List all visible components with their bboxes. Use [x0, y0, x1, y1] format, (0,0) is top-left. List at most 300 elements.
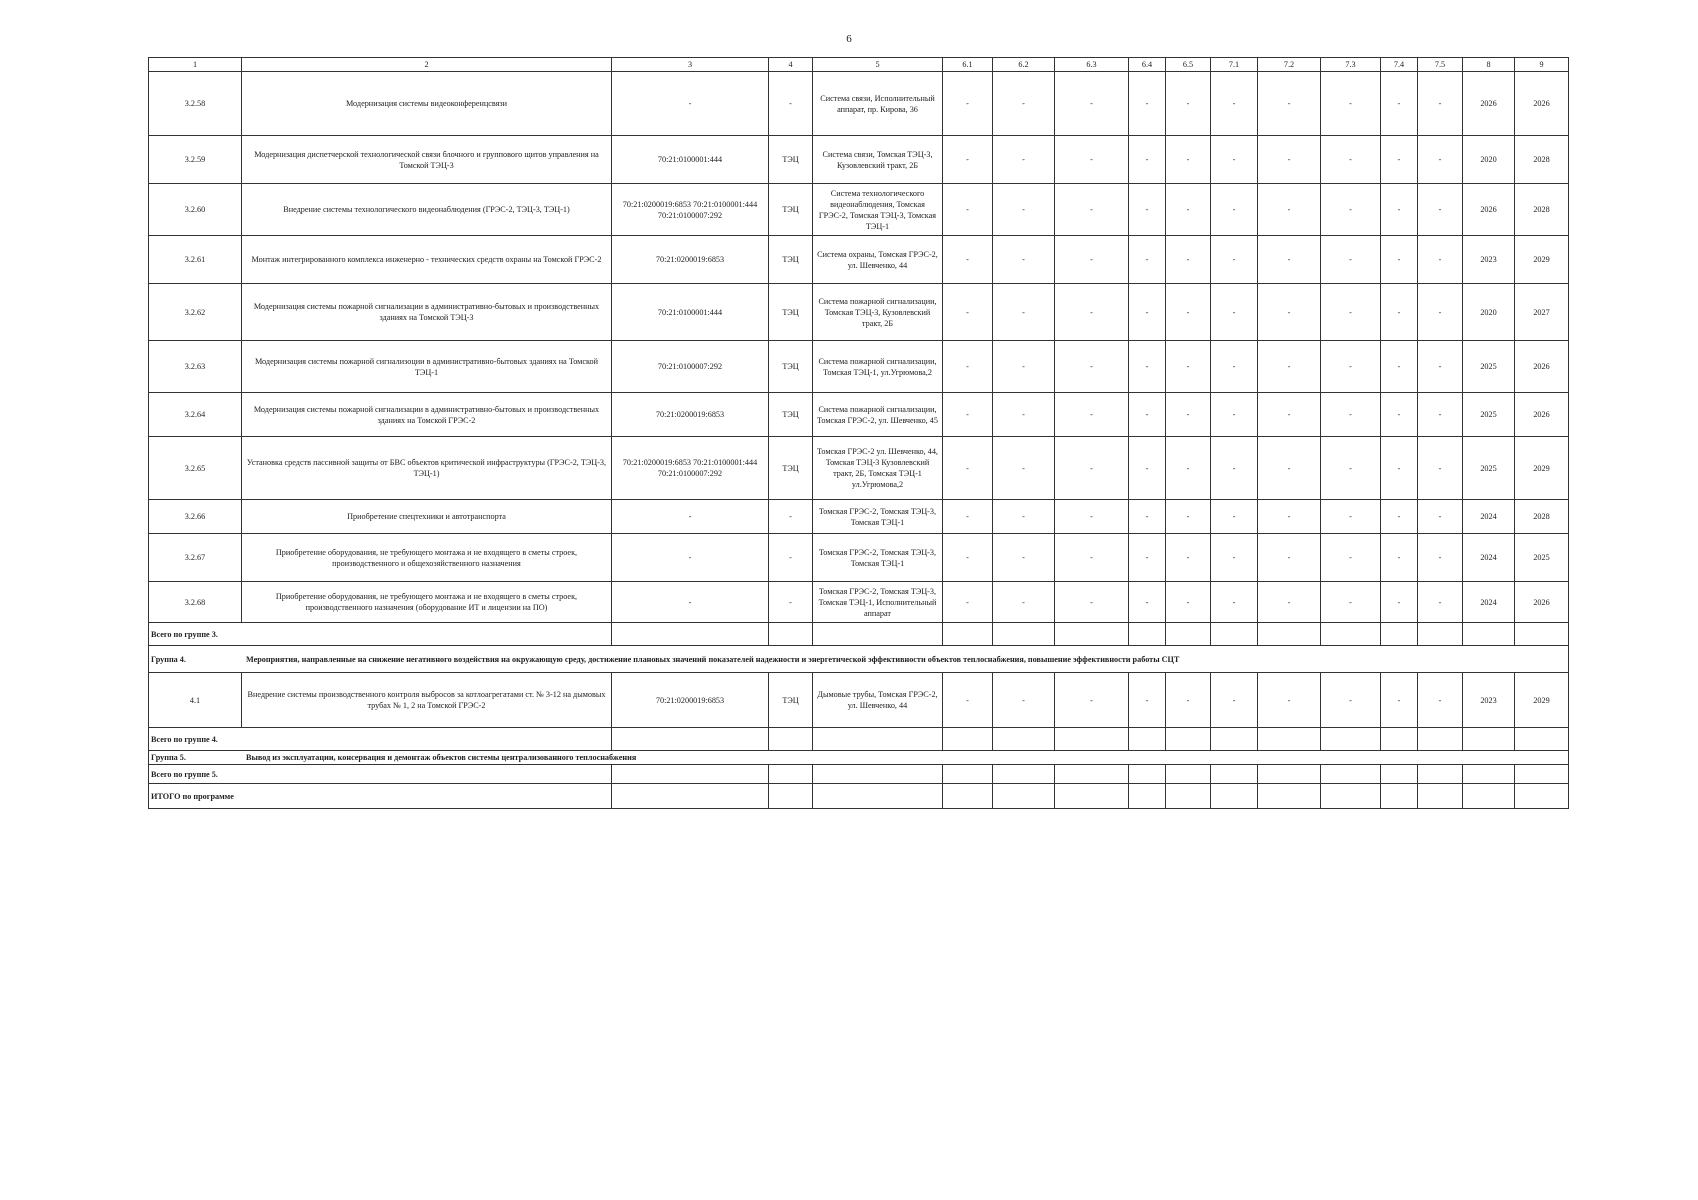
- table-body: [149, 58, 1569, 809]
- value-6-5-cell: -: [1166, 184, 1211, 236]
- object-type-cell: ТЭЦ: [769, 673, 813, 728]
- value-6-4-cell: -: [1129, 341, 1166, 393]
- start-year-cell: 2020: [1463, 284, 1515, 341]
- value-6-5-cell: -: [1166, 236, 1211, 284]
- empty-cell: [769, 765, 813, 784]
- table-row: [149, 184, 1569, 236]
- end-year-cell: 2026: [1515, 582, 1569, 623]
- value-6-5-cell: -: [1166, 582, 1211, 623]
- object-type-cell: ТЭЦ: [769, 284, 813, 341]
- end-year-cell: 2026: [1515, 393, 1569, 437]
- empty-cell: [1129, 623, 1166, 646]
- value-6-1-cell: -: [943, 582, 993, 623]
- cadastral-number-cell: -: [612, 582, 769, 623]
- value-6-2-cell: -: [993, 582, 1055, 623]
- empty-cell: [1515, 728, 1569, 751]
- table-row: [149, 136, 1569, 184]
- value-7-5-cell: -: [1418, 673, 1463, 728]
- item-number-cell: 3.2.64: [149, 393, 242, 437]
- end-year-cell: 2028: [1515, 184, 1569, 236]
- cadastral-number-cell: 70:21:0200019:6853 70:21:0100001:444 70:21:0100007:292: [612, 184, 769, 236]
- measure-name-cell: Модернизация диспетчерской технологической связи блочного и группового щитов управления на Томской ТЭЦ-3: [242, 136, 612, 184]
- group-label: Группа 5.: [151, 753, 186, 762]
- value-6-5-cell: -: [1166, 393, 1211, 437]
- object-type-cell: ТЭЦ: [769, 236, 813, 284]
- item-number-cell: 3.2.66: [149, 500, 242, 534]
- value-7-2-cell: -: [1258, 184, 1321, 236]
- value-7-4-cell: -: [1381, 582, 1418, 623]
- column-header-cell: 6.3: [1055, 58, 1129, 72]
- value-6-4-cell: -: [1129, 184, 1166, 236]
- group-total-row: [149, 765, 1569, 784]
- location-cell: Система пожарной сигнализации, Томская ТЭЦ-1, ул.Угрюмова,2: [813, 341, 943, 393]
- empty-cell: [1321, 765, 1381, 784]
- table-row: [149, 437, 1569, 500]
- cadastral-number-cell: 70:21:0100001:444: [612, 136, 769, 184]
- item-number-cell: 3.2.58: [149, 72, 242, 136]
- value-6-4-cell: -: [1129, 437, 1166, 500]
- item-number-cell: 3.2.60: [149, 184, 242, 236]
- item-number-cell: 3.2.63: [149, 341, 242, 393]
- value-6-2-cell: -: [993, 500, 1055, 534]
- value-6-1-cell: -: [943, 184, 993, 236]
- empty-cell: [1515, 784, 1569, 809]
- table-row: [149, 673, 1569, 728]
- value-6-2-cell: -: [993, 236, 1055, 284]
- empty-cell: [1418, 765, 1463, 784]
- value-6-3-cell: -: [1055, 534, 1129, 582]
- empty-cell: [1166, 765, 1211, 784]
- measure-name-cell: Установка средств пассивной защиты от БВС объектов критической инфраструктуры (ГРЭС-2, ТЭЦ-3, ТЭЦ-1): [242, 437, 612, 500]
- value-7-3-cell: -: [1321, 184, 1381, 236]
- value-6-4-cell: -: [1129, 393, 1166, 437]
- empty-cell: [1463, 784, 1515, 809]
- table-row: [149, 582, 1569, 623]
- object-type-cell: ТЭЦ: [769, 437, 813, 500]
- column-header-cell: 7.2: [1258, 58, 1321, 72]
- value-7-1-cell: -: [1211, 236, 1258, 284]
- measure-name-cell: Внедрение системы технологического видеонаблюдения (ГРЭС-2, ТЭЦ-3, ТЭЦ-1): [242, 184, 612, 236]
- empty-cell: [1321, 728, 1381, 751]
- column-header-cell: 8: [1463, 58, 1515, 72]
- value-6-2-cell: -: [993, 284, 1055, 341]
- value-6-5-cell: -: [1166, 284, 1211, 341]
- cadastral-number-cell: 70:21:0200019:6853 70:21:0100001:444 70:21:0100007:292: [612, 437, 769, 500]
- value-7-3-cell: -: [1321, 673, 1381, 728]
- value-7-3-cell: -: [1321, 500, 1381, 534]
- value-7-5-cell: -: [1418, 136, 1463, 184]
- location-cell: Томская ГРЭС-2, Томская ТЭЦ-3, Томская ТЭЦ-1: [813, 534, 943, 582]
- measure-name-cell: Внедрение системы производственного контроля выбросов за котлоагрегатами ст. № 3-12 на дымовых трубах № 1, 2 на Томской ГРЭС-2: [242, 673, 612, 728]
- measure-name-cell: Модернизация системы пожарной сигнализации в административно-бытовых и производственных зданиях на Томской ГРЭС-2: [242, 393, 612, 437]
- value-6-3-cell: -: [1055, 673, 1129, 728]
- empty-cell: [1055, 728, 1129, 751]
- start-year-cell: 2024: [1463, 582, 1515, 623]
- value-7-5-cell: -: [1418, 341, 1463, 393]
- table-row: [149, 500, 1569, 534]
- value-7-4-cell: -: [1381, 72, 1418, 136]
- item-number-cell: 3.2.68: [149, 582, 242, 623]
- value-7-4-cell: -: [1381, 284, 1418, 341]
- value-7-3-cell: -: [1321, 72, 1381, 136]
- value-6-3-cell: -: [1055, 341, 1129, 393]
- value-6-2-cell: -: [993, 437, 1055, 500]
- empty-cell: [1129, 765, 1166, 784]
- value-7-1-cell: -: [1211, 437, 1258, 500]
- value-6-4-cell: -: [1129, 534, 1166, 582]
- item-number-cell: 3.2.59: [149, 136, 242, 184]
- empty-cell: [612, 623, 769, 646]
- value-7-1-cell: -: [1211, 136, 1258, 184]
- empty-cell: [813, 765, 943, 784]
- value-6-4-cell: -: [1129, 236, 1166, 284]
- object-type-cell: -: [769, 534, 813, 582]
- empty-cell: [1166, 784, 1211, 809]
- value-7-1-cell: -: [1211, 673, 1258, 728]
- start-year-cell: 2026: [1463, 184, 1515, 236]
- group-header-cell: [149, 751, 1569, 765]
- empty-cell: [769, 784, 813, 809]
- value-7-2-cell: -: [1258, 341, 1321, 393]
- start-year-cell: 2023: [1463, 673, 1515, 728]
- empty-cell: [1129, 784, 1166, 809]
- value-7-4-cell: -: [1381, 184, 1418, 236]
- column-header-cell: 6.4: [1129, 58, 1166, 72]
- value-6-1-cell: -: [943, 284, 993, 341]
- item-number-cell: 4.1: [149, 673, 242, 728]
- empty-cell: [1321, 784, 1381, 809]
- column-header-cell: 7.3: [1321, 58, 1381, 72]
- item-number-cell: 3.2.61: [149, 236, 242, 284]
- cadastral-number-cell: 70:21:0100001:444: [612, 284, 769, 341]
- page-number: 6: [846, 33, 852, 45]
- empty-cell: [769, 728, 813, 751]
- empty-cell: [1418, 728, 1463, 751]
- end-year-cell: 2026: [1515, 341, 1569, 393]
- column-header-cell: 6.1: [943, 58, 993, 72]
- group-total-label: Всего по группе 4.: [149, 728, 612, 751]
- table-row: [149, 236, 1569, 284]
- value-6-3-cell: -: [1055, 437, 1129, 500]
- location-cell: Система пожарной сигнализации, Томская ГРЭС-2, ул. Шевченко, 45: [813, 393, 943, 437]
- group-total-label: Всего по группе 3.: [149, 623, 612, 646]
- empty-cell: [1515, 623, 1569, 646]
- empty-cell: [1166, 728, 1211, 751]
- table-row: [149, 534, 1569, 582]
- value-7-2-cell: -: [1258, 72, 1321, 136]
- empty-cell: [1129, 728, 1166, 751]
- empty-cell: [1211, 765, 1258, 784]
- value-7-4-cell: -: [1381, 136, 1418, 184]
- value-7-2-cell: -: [1258, 236, 1321, 284]
- value-6-5-cell: -: [1166, 534, 1211, 582]
- measure-name-cell: Приобретение оборудования, не требующего монтажа и не входящего в сметы строек, производственного и общехозяйственного назначения: [242, 534, 612, 582]
- empty-cell: [612, 765, 769, 784]
- group-header-row: [149, 751, 1569, 765]
- value-7-1-cell: -: [1211, 393, 1258, 437]
- location-cell: Томская ГРЭС-2, Томская ТЭЦ-3, Томская ТЭЦ-1: [813, 500, 943, 534]
- value-6-1-cell: -: [943, 437, 993, 500]
- value-7-3-cell: -: [1321, 437, 1381, 500]
- item-number-cell: 3.2.65: [149, 437, 242, 500]
- value-6-5-cell: -: [1166, 341, 1211, 393]
- empty-cell: [993, 728, 1055, 751]
- empty-cell: [1258, 784, 1321, 809]
- value-6-1-cell: -: [943, 534, 993, 582]
- value-6-3-cell: -: [1055, 284, 1129, 341]
- value-7-2-cell: -: [1258, 284, 1321, 341]
- location-cell: Дымовые трубы, Томская ГРЭС-2, ул. Шевченко, 44: [813, 673, 943, 728]
- table-row: [149, 341, 1569, 393]
- value-6-4-cell: -: [1129, 136, 1166, 184]
- value-7-2-cell: -: [1258, 673, 1321, 728]
- value-6-3-cell: -: [1055, 72, 1129, 136]
- value-7-2-cell: -: [1258, 393, 1321, 437]
- group-header-cell: [149, 646, 1569, 673]
- empty-cell: [813, 728, 943, 751]
- object-type-cell: ТЭЦ: [769, 184, 813, 236]
- cadastral-number-cell: -: [612, 534, 769, 582]
- object-type-cell: -: [769, 500, 813, 534]
- value-6-3-cell: -: [1055, 500, 1129, 534]
- empty-cell: [1515, 765, 1569, 784]
- value-6-3-cell: -: [1055, 582, 1129, 623]
- value-6-1-cell: -: [943, 72, 993, 136]
- value-7-2-cell: -: [1258, 500, 1321, 534]
- location-cell: Система охраны, Томская ГРЭС-2, ул. Шевченко, 44: [813, 236, 943, 284]
- value-7-3-cell: -: [1321, 534, 1381, 582]
- value-6-1-cell: -: [943, 500, 993, 534]
- empty-cell: [612, 728, 769, 751]
- empty-cell: [612, 784, 769, 809]
- empty-cell: [813, 623, 943, 646]
- column-header-cell: 2: [242, 58, 612, 72]
- start-year-cell: 2025: [1463, 437, 1515, 500]
- value-6-5-cell: -: [1166, 673, 1211, 728]
- value-7-5-cell: -: [1418, 582, 1463, 623]
- location-cell: Томская ГРЭС-2, Томская ТЭЦ-3, Томская ТЭЦ-1, Исполнительный аппарат: [813, 582, 943, 623]
- value-7-2-cell: -: [1258, 582, 1321, 623]
- empty-cell: [1321, 623, 1381, 646]
- value-7-4-cell: -: [1381, 500, 1418, 534]
- value-7-5-cell: -: [1418, 284, 1463, 341]
- table-row: [149, 284, 1569, 341]
- end-year-cell: 2028: [1515, 500, 1569, 534]
- group-label: Группа 4.: [151, 654, 186, 664]
- end-year-cell: 2027: [1515, 284, 1569, 341]
- cadastral-number-cell: 70:21:0200019:6853: [612, 236, 769, 284]
- object-type-cell: ТЭЦ: [769, 136, 813, 184]
- value-7-5-cell: -: [1418, 534, 1463, 582]
- column-header-cell: 9: [1515, 58, 1569, 72]
- end-year-cell: 2025: [1515, 534, 1569, 582]
- value-6-2-cell: -: [993, 534, 1055, 582]
- column-header-cell: 1: [149, 58, 242, 72]
- value-7-5-cell: -: [1418, 72, 1463, 136]
- value-6-2-cell: -: [993, 673, 1055, 728]
- column-header-cell: 5: [813, 58, 943, 72]
- column-header-cell: 6.5: [1166, 58, 1211, 72]
- cadastral-number-cell: 70:21:0100007:292: [612, 341, 769, 393]
- value-6-4-cell: -: [1129, 582, 1166, 623]
- empty-cell: [943, 765, 993, 784]
- empty-cell: [1211, 623, 1258, 646]
- location-cell: Томская ГРЭС-2 ул. Шевченко, 44, Томская ТЭЦ-3 Кузовлевский тракт, 2Б, Томская ТЭЦ-1 ул.Угрюмова,2: [813, 437, 943, 500]
- measure-name-cell: Приобретение спецтехники и автотранспорта: [242, 500, 612, 534]
- group-total-row: [149, 728, 1569, 751]
- value-7-1-cell: -: [1211, 341, 1258, 393]
- value-6-1-cell: -: [943, 236, 993, 284]
- value-7-5-cell: -: [1418, 393, 1463, 437]
- end-year-cell: 2028: [1515, 136, 1569, 184]
- group-title: Мероприятия, направленные на снижение негативного воздействия на окружающую среду, достижение плановых значений показателей надежности и энергетической эффективности объектов теплоснабжения, повышение эффективности работы СЦТ: [246, 654, 1180, 664]
- empty-cell: [1055, 623, 1129, 646]
- empty-cell: [1258, 623, 1321, 646]
- column-number-header-row: [149, 58, 1569, 72]
- start-year-cell: 2026: [1463, 72, 1515, 136]
- empty-cell: [1211, 728, 1258, 751]
- object-type-cell: -: [769, 582, 813, 623]
- measure-name-cell: Модернизация системы пожарной сигнализоции в административно-бытовых зданиях на Томской ТЭЦ-1: [242, 341, 612, 393]
- cadastral-number-cell: 70:21:0200019:6853: [612, 673, 769, 728]
- column-header-cell: 7.1: [1211, 58, 1258, 72]
- group-title: Вывод из эксплуатации, консервация и демонтаж объектов системы централизованного теплоснабжения: [246, 753, 637, 762]
- value-7-3-cell: -: [1321, 136, 1381, 184]
- value-6-3-cell: -: [1055, 236, 1129, 284]
- value-6-2-cell: -: [993, 341, 1055, 393]
- empty-cell: [943, 728, 993, 751]
- value-6-5-cell: -: [1166, 500, 1211, 534]
- empty-cell: [1258, 728, 1321, 751]
- value-7-1-cell: -: [1211, 184, 1258, 236]
- value-7-4-cell: -: [1381, 236, 1418, 284]
- group-total-label: Всего по группе 5.: [149, 765, 612, 784]
- start-year-cell: 2023: [1463, 236, 1515, 284]
- object-type-cell: ТЭЦ: [769, 341, 813, 393]
- location-cell: Система технологического видеонаблюдения, Томская ГРЭС-2, Томская ТЭЦ-3, Томская ТЭЦ-1: [813, 184, 943, 236]
- empty-cell: [1055, 784, 1129, 809]
- object-type-cell: -: [769, 72, 813, 136]
- column-header-cell: 7.4: [1381, 58, 1418, 72]
- group-header-row: [149, 646, 1569, 673]
- cadastral-number-cell: 70:21:0200019:6853: [612, 393, 769, 437]
- measure-name-cell: Модернизация системы пожарной сигнализации в административно-бытовых и производственных зданиях на Томской ТЭЦ-3: [242, 284, 612, 341]
- value-6-5-cell: -: [1166, 437, 1211, 500]
- empty-cell: [1211, 784, 1258, 809]
- value-7-4-cell: -: [1381, 673, 1418, 728]
- value-7-3-cell: -: [1321, 284, 1381, 341]
- location-cell: Система связи, Исполнительный аппарат, пр. Кирова, 36: [813, 72, 943, 136]
- value-7-4-cell: -: [1381, 437, 1418, 500]
- group-total-row: [149, 623, 1569, 646]
- empty-cell: [1381, 728, 1418, 751]
- object-type-cell: ТЭЦ: [769, 393, 813, 437]
- empty-cell: [1463, 765, 1515, 784]
- value-7-1-cell: -: [1211, 72, 1258, 136]
- value-6-3-cell: -: [1055, 136, 1129, 184]
- value-7-2-cell: -: [1258, 136, 1321, 184]
- empty-cell: [813, 784, 943, 809]
- empty-cell: [943, 784, 993, 809]
- value-7-4-cell: -: [1381, 341, 1418, 393]
- empty-cell: [993, 765, 1055, 784]
- value-6-4-cell: -: [1129, 500, 1166, 534]
- value-7-5-cell: -: [1418, 236, 1463, 284]
- start-year-cell: 2025: [1463, 393, 1515, 437]
- column-header-cell: 4: [769, 58, 813, 72]
- value-6-5-cell: -: [1166, 136, 1211, 184]
- value-7-1-cell: -: [1211, 284, 1258, 341]
- empty-cell: [1381, 765, 1418, 784]
- value-7-3-cell: -: [1321, 236, 1381, 284]
- value-7-3-cell: -: [1321, 341, 1381, 393]
- value-6-2-cell: -: [993, 393, 1055, 437]
- value-6-1-cell: -: [943, 341, 993, 393]
- empty-cell: [1381, 623, 1418, 646]
- empty-cell: [1418, 623, 1463, 646]
- value-7-5-cell: -: [1418, 500, 1463, 534]
- empty-cell: [1381, 784, 1418, 809]
- empty-cell: [1463, 728, 1515, 751]
- start-year-cell: 2024: [1463, 534, 1515, 582]
- value-6-4-cell: -: [1129, 72, 1166, 136]
- cadastral-number-cell: -: [612, 72, 769, 136]
- end-year-cell: 2029: [1515, 673, 1569, 728]
- empty-cell: [1463, 623, 1515, 646]
- empty-cell: [1166, 623, 1211, 646]
- value-6-3-cell: -: [1055, 393, 1129, 437]
- value-6-1-cell: -: [943, 673, 993, 728]
- investment-program-table: [148, 57, 1569, 809]
- empty-cell: [1418, 784, 1463, 809]
- start-year-cell: 2025: [1463, 341, 1515, 393]
- column-header-cell: 6.2: [993, 58, 1055, 72]
- value-7-1-cell: -: [1211, 534, 1258, 582]
- start-year-cell: 2024: [1463, 500, 1515, 534]
- measure-name-cell: Приобретение оборудования, не требующего монтажа и не входящего в сметы строек, производственного назначения (оборудование ИТ и лицензии на ПО): [242, 582, 612, 623]
- value-7-5-cell: -: [1418, 184, 1463, 236]
- value-6-5-cell: -: [1166, 72, 1211, 136]
- end-year-cell: 2026: [1515, 72, 1569, 136]
- empty-cell: [993, 623, 1055, 646]
- value-6-2-cell: -: [993, 136, 1055, 184]
- empty-cell: [1258, 765, 1321, 784]
- value-7-2-cell: -: [1258, 437, 1321, 500]
- value-6-3-cell: -: [1055, 184, 1129, 236]
- value-7-1-cell: -: [1211, 500, 1258, 534]
- measure-name-cell: Монтаж интегрированного комплекса инженерно - технических средств охраны на Томской ГРЭС-2: [242, 236, 612, 284]
- group-total-row: [149, 784, 1569, 809]
- value-6-2-cell: -: [993, 184, 1055, 236]
- value-7-5-cell: -: [1418, 437, 1463, 500]
- value-6-2-cell: -: [993, 72, 1055, 136]
- location-cell: Система связи, Томская ТЭЦ-3, Кузовлевский тракт, 2Б: [813, 136, 943, 184]
- column-header-cell: 3: [612, 58, 769, 72]
- column-header-cell: 7.5: [1418, 58, 1463, 72]
- empty-cell: [943, 623, 993, 646]
- table-row: [149, 72, 1569, 136]
- empty-cell: [769, 623, 813, 646]
- group-total-label: ИТОГО по программе: [149, 784, 612, 809]
- end-year-cell: 2029: [1515, 236, 1569, 284]
- value-7-3-cell: -: [1321, 393, 1381, 437]
- value-6-4-cell: -: [1129, 284, 1166, 341]
- item-number-cell: 3.2.67: [149, 534, 242, 582]
- value-7-4-cell: -: [1381, 534, 1418, 582]
- item-number-cell: 3.2.62: [149, 284, 242, 341]
- empty-cell: [1055, 765, 1129, 784]
- table-row: [149, 393, 1569, 437]
